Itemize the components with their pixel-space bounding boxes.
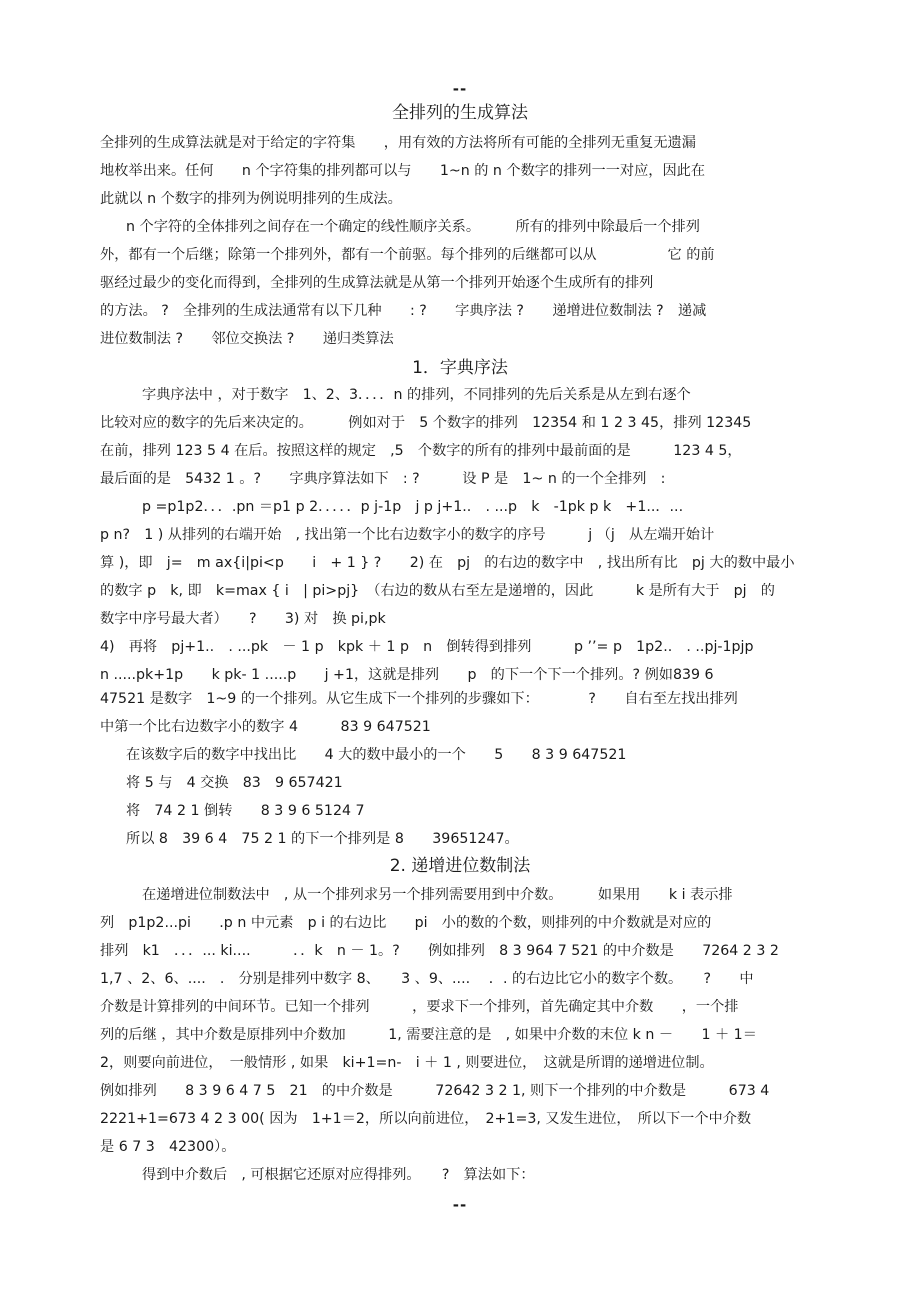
paragraph-line: 在前，排列 123 5 4 在后。按照这样的规定 ,5 个数字的所有的排列中最前面的是 123 4 5， <box>100 443 742 459</box>
paragraph-line: 驱经过最少的变化而得到，全排列的生成算法就是从第一个排列开始逐个生成所有的排列 <box>100 275 654 291</box>
paragraph-line: 外，都有一个后继；除第一个排列外，都有一个前驱。每个排列的后继都可以从 它 的前 <box>100 247 715 263</box>
paragraph-line: 进位数制法 ? 邻位交换法 ? 递归类算法 <box>100 331 394 347</box>
paragraph-line: 将 5 与 4 交换 83 9 657421 <box>126 775 343 791</box>
paragraph-line: 4) 再将 pj+1.. . ...pk － 1 p kpk ＋ 1 p n 倒转得到排列 p ’’= p 1p2.. . ..pj-1pjp <box>100 639 754 655</box>
paragraph-line: p =p1p2．．．.pn ＝p1 p 2．．．．．p j-1p j p j+1.. . ...p k -1pk p k +1..．... <box>142 499 684 515</box>
paragraph-line: 是 6 7 3 42300）。 <box>100 1139 236 1155</box>
page-mark-top: -- <box>452 80 468 98</box>
paragraph-line: 全排列的生成算法就是对于给定的字符集 ，用有效的方法将所有可能的全排列无重复无遗漏 <box>100 135 696 151</box>
section-heading-lexicographic: 1．字典序法 <box>412 358 508 378</box>
section-heading-increasing-base: 2. 递增进位数制法 <box>389 856 531 876</box>
paragraph-line: 2221+1=673 4 2 3 00( 因为 1+1＝2，所以向前进位， 2+1=3, 又发生进位， 所以下一个中介数 <box>100 1111 752 1127</box>
paragraph-line: 字典序法中 ，对于数字 1、2、3．．．．n 的排列，不同排列的先后关系是从左到右逐个 <box>142 387 691 403</box>
paragraph-line: 最后面的是 5432 1 。? 字典序算法如下 : ? 设 P 是 1~ n 的一个全排列 : <box>100 471 666 487</box>
paragraph-line: 的数字 p k, 即 k=max { i | pi>pj} （右边的数从右至左是递增的，因此 k 是所有大于 pj 的 <box>100 583 775 599</box>
paragraph-line: 1,7 、2、6、.... . 分别是排列中数字 8、 3 、9、.... ．. 的右边比它小的数字个数。 ? 中 <box>100 971 754 987</box>
paragraph-line: 将 74 2 1 倒转 8 3 9 6 5124 7 <box>126 803 365 819</box>
paragraph-line: 47521 是数字 1~9 的一个排列。从它生成下一个排列的步骤如下： ? 自右至左找出排列 <box>100 691 738 707</box>
paragraph-line: 地枚举出来。任何 n 个字符集的排列都可以与 1~n 的 n 个数字的排列一一对应，因此在 <box>100 163 706 179</box>
paragraph-line: 列的后继 ，其中介数是原排列中介数加 1, 需要注意的是 , 如果中介数的末位 k n － 1 ＋ 1＝ <box>100 1027 757 1043</box>
paragraph-line: 的方法。 ? 全排列的生成法通常有以下几种 : ? 字典序法 ? 递增进位数制法 ? 递减 <box>100 303 707 319</box>
paragraph-line: 得到中介数后 , 可根据它还原对应得排列。 ? 算法如下： <box>142 1167 535 1183</box>
paragraph-line: 在递增进位制数法中 , 从一个排列求另一个排列需要用到中介数。 如果用 k i 表示排 <box>142 887 733 903</box>
document-title: 全排列的生成算法 <box>392 103 528 123</box>
paragraph-line: 在该数字后的数字中找出比 4 大的数中最小的一个 5 8 3 9 647521 <box>126 747 627 763</box>
paragraph-line: 中第一个比右边数字小的数字 4 83 9 647521 <box>100 719 431 735</box>
paragraph-line: 介数是计算排列的中间环节。已知一个排列 ，要求下一个排列，首先确定其中介数 ，一个排 <box>100 999 739 1015</box>
paragraph-line: 比较对应的数字的先后来决定的。 例如对于 5 个数字的排列 12354 和 1 2 3 45，排列 12345 <box>100 415 752 431</box>
paragraph-line: 排列 k1 ．．．... ki.... ．．k n － 1。? 例如排列 8 3 964 7 521 的中介数是 7264 2 3 2 <box>100 943 779 959</box>
paragraph-line: 此就以 n 个数字的排列为例说明排列的生成法。 <box>100 191 402 207</box>
paragraph-line: 算 )，即 j= m ax{i|pi<p i + 1 } ? 2) 在 pj 的右边的数字中 , 找出所有比 pj 大的数中最小 <box>100 555 795 571</box>
paragraph-line: n .....pk+1p k pk- 1 .....p j +1，这就是排列 p 的下一个下一个排列。? 例如839 6 <box>100 667 714 683</box>
paragraph-line: 所以 8 39 6 4 75 2 1 的下一个排列是 8 39651247。 <box>126 831 519 847</box>
paragraph-line: n 个字符的全体排列之间存在一个确定的线性顺序关系。 所有的排列中除最后一个排列 <box>126 219 700 235</box>
paragraph-line: 例如排列 8 3 9 6 4 7 5 21 的中介数是 72642 3 2 1, 则下一个排列的中介数是 673 4 <box>100 1083 770 1099</box>
paragraph-line: 列 p1p2...pi .p n 中元素 p i 的右边比 pi 小的数的个数，则排列的中介数就是对应的 <box>100 915 712 931</box>
paragraph-line: 2，则要向前进位， 一般情形 , 如果 ki+1=n- i ＋ 1 , 则要进位， 这就是所谓的递增进位制。 <box>100 1055 714 1071</box>
paragraph-line: 数字中序号最大者） ? 3) 对 换 pi,pk <box>100 611 386 627</box>
page-mark-bottom: -- <box>452 1196 468 1214</box>
paragraph-line: p n? 1 ) 从排列的右端开始 , 找出第一个比右边数字小的数字的序号 j （j 从左端开始计 <box>100 527 715 543</box>
